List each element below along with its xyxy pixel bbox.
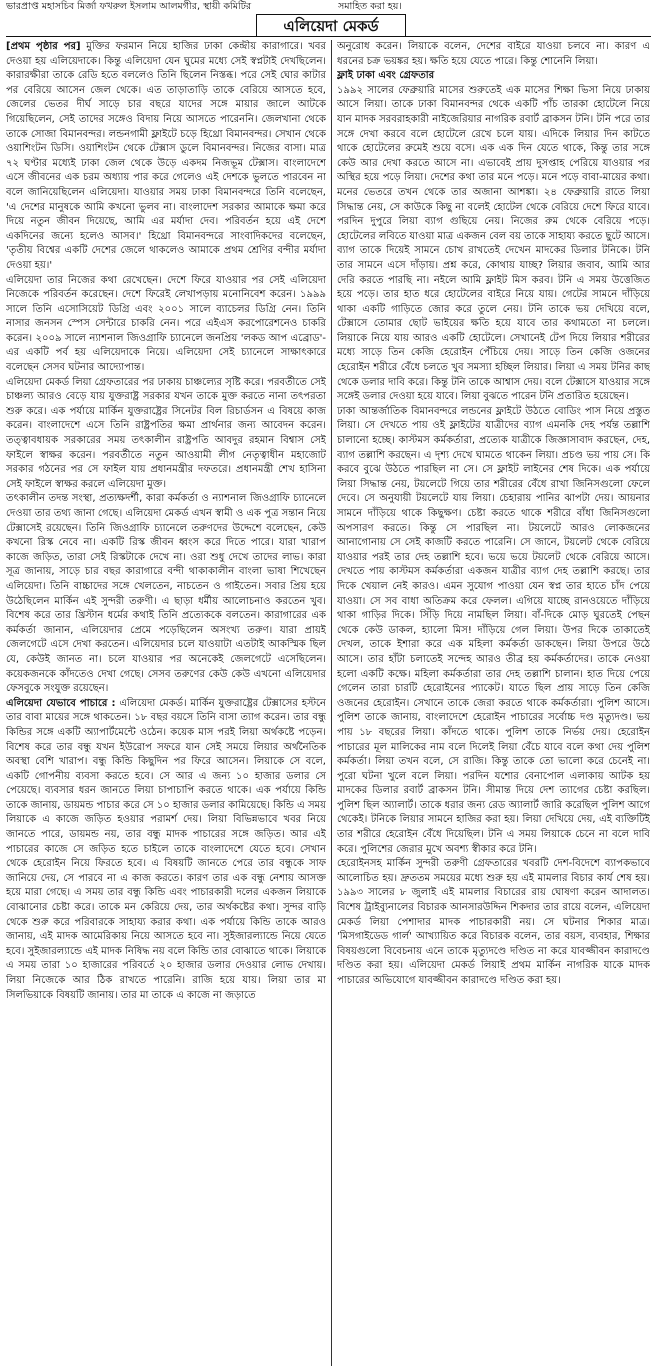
left-paragraph-5-text: এলিয়েদা মেকর্ড। মার্কিন যুক্তরাষ্ট্রের টেক্সাসের হস্টনে তার বাবা মায়ের সঙ্গে থাকতেন। ১৮ বছর বয়সে তিনি বাসা ত্যাগ করেন। তার বন্ধু কিন্ডির সঙ্গে একটি অ্যাপার্টমেন্টে ওঠেন। কয়েক মাস পরই লিয়া অর্থকষ্টে পড়েন। বিশেষ করে তার বন্ধু যখন ইউরোপ সফরে যান সেই সময়ে লিয়ার অর্থনৈতিক অবস্থা বেশি খারাপ। বন্ধু কিন্ডি কিছুদিন পর ফিরে আসেন। লিয়াকে সে বলে, একটি গোপনীয় ব্যবসা করতে হবে। সে আর এ জন্য ১০ হাজার ডলার সে পেয়েছে। ব্যবসার ধরন জানতে লিয়া চাপাচাপি করতে থাকে। এক পর্যায়ে কিন্ডি তাকে জানায়, ডায়মন্ড পাচার করে সে ১০ হাজার ডলার কামিয়েছে। কিন্ডি এ সময় লিয়াকে এ কাজে জড়িত হওয়ার পরামর্শ দেয়। লিয়া বিভিন্নভাবে খবর নিয়ে জানতে পারে, ডায়মন্ড নয়, তার বন্ধু মাদক পাচারের সঙ্গে জড়িত। আর এই পাচারের কাজে সে জড়িত হতে চাইলে তাকে বাংলাদেশে যেতে হবে। সেখান থেকে হেরোইন নিয়ে ফিরতে হবে। এ বিষয়টি জানতে পেরে তার বন্ধুকে সাফ জানিয়ে দেয়, সে পারবে না এ কাজ করতে। কারণ তার এক বন্ধু নেশায় আসক্ত হয়ে মারা গেছে। এ সময় তার বন্ধু কিন্ডি এবং পাচারকারী দলের একজন লিয়াকে বোঝানোর চেষ্টা করে। তাকে মন কেরিয়ে দেয়, তার অর্থকষ্টের কথা। সুন্দর বাড়ি থেকে শুরু করে পরিবারকে সাহায্য করার কথা। এক পর্যায়ে কিন্ডি তাকে আরও জানায়, এই মাদক আমেরিকায় নিয়ে আসতে হবে না। সুইজারল্যান্ডে নিয়ে যেতে হবে। সুইজারল্যান্ডে এই মাদক নিষিদ্ধ নয় বলে কিন্ডি তার বোঝাতে থাকে। লিয়াকে এ সময় তারা ১০ হাজারের পরিবর্তে ২০ হাজার ডলার দেওয়ার লোভ দেখায়। লিয়া নিজেকে আর ঠিক রাখতে পারেনি। রাজি হয়ে যায়। লিয়া তার মা সিলভিয়াকে বিষয়টি জানায়। তার মা তাকে এ কাজে না জড়াতে bbox=[6, 697, 326, 1001]
left-paragraph-5 bbox=[6, 697, 326, 1003]
right-paragraph-3: ঢাকা আন্তর্জাতিক বিমানবন্দরে লন্ডনের ফ্লাইটে উঠতে বোডিং পাস নিয়ে প্রস্তুত লিয়া। সে দেখতে পায় ওই ফ্লাইটের যাত্রীদের ব্যাগ এমনকি দেহ পর্যন্ত তল্লাশি চালানো হচ্ছে। কাস্টমস কর্মকর্তারা, প্রত্যেক যাত্রীকে জিজ্ঞাসাবাদ করছেন, দেহ, ব্যাগ তল্লাশি করছেন। এ দৃশ্য দেখে ঘামতে থাকেন লিয়া। প্রচণ্ড ভয় পায় সে। কি করবে বুঝে উঠতে পারছিল না সে। সে ফ্লাইট লাইনের শেষ দিকে। এক পর্যায়ে লিয়া সিদ্ধান্ত নেয়, টয়লেটে গিয়ে তার শরীরের বেঁধে রাখা জিনিসগুলো ফেলে দেবে। সে অনুযায়ী টয়লেটে যায় লিয়া। চেহারায় পানির ঝাপটা দেয়। আয়নার সামনে দাঁড়িয়ে থাকে কিছুক্ষণ। চেষ্টা করতে থাকে শরীরে বাঁধা জিনিসগুলো অপসারণ করতে। কিন্তু সে পারছিল না। টয়লেটে আরও লোকজনের আনাগোনায় সে সেই কাজটি করতে পারেনি। সে জানে, টয়লেট থেকে বেরিয়ে যাওয়ার পরই তার দেহ তল্লাশি হবে। ভয়ে ভয়ে টয়লেট থেকে বেরিয়ে আসে। দেখতে পায় কাস্টমস কর্মকর্তারা একজন যাত্রীর ব্যাগ দেহ তল্লাশি করছে। তার দিকে খেয়াল নেই কারও। এমন সুযোগ পাওয়া যেন স্বপ্ন তার হাতে চাঁদ পেয়ে যাওয়া। সে সব বাধা অতিক্রম করে ফেলল। এগিয়ে যাচ্ছে রানওয়েতে দাঁড়িয়ে থাকা গাড়ির দিকে। সিঁড়ি দিয়ে নামছিল লিয়া। বাঁ-দিকে মোড় ঘুরতেই পেছন থেকে কেউ ডাকল, হ্যালো মিস! দাঁড়িয়ে গেল লিয়া। উপর দিকে তাকাতেই দেখল, তাকে ইশারা করে এক মহিলা কর্মকর্তা ডাকছেন। লিয়া উপরে উঠে আসে। তার হাঁটা চলাতেই সন্দেহ আরও তীব্র হয় কর্মকর্তাদের। তাকে নেওয়া হলো একটি কক্ষে। মহিলা কর্মকর্তারা তার দেহ তল্লাশি চালান। হাত দিয়ে পেয়ে গেলেন তারা চারটি হেরোইনের প্যাকেট। যাতে ছিল প্রায় সাড়ে তিন কেজি ওজনের হেরোইন। সেখানে তাকে জেরা করতে থাকে কর্মকর্তারা। পুলিশ আসে। পুলিশ তাকে জানায়, বাংলাদেশে হেরোইন পাচারের সর্বোচ্চ দণ্ড মৃত্যুদণ্ড। ভয় পায় ১৮ বছরের লিয়া। কাঁদতে থাকে। পুলিশ তাকে নির্ভয় দেয়। হেরোইন পাচারের মূল মালিকের নাম বলে দিলেই লিয়া বেঁচে যাবে বলে কথা দেয় পুলিশ কর্মকর্তা। লিয়া তখন বলে, সে রাজি। কিন্তু তাকে তো ভালো করে চেনেই না। পুরো ঘটনা খুলে বলে লিয়া। পরদিন যশোর বেনাপোল এলাকায় আটক হয় মাদকের ডিলার রবার্ট ব্রাকসন টনি। সীমান্ত দিয়ে দেশ ত্যাগের চেষ্টা করছিল। পুলিশ ছিল অ্যালার্ট। তাকে ধরার জন্য রেড অ্যালার্ট জারি করেছিল পুলিশ আগে থেকেই। টনিকে লিয়ার সামনে হাজির করা হয়। লিয়া দেখিয়ে দেয়, এই ব্যক্তিটিই তার শরীরে হেরোইন বেঁধে দিয়েছিল। টনি এ সময় লিয়াকে চেনে না বলে দাবি করে। পুলিশের জেরার মুখে অবশ্য স্বীকার করে টনি। bbox=[337, 405, 650, 855]
top-strip-right-text: সমাহিত করা হয়। bbox=[338, 1, 402, 12]
headline-rule bbox=[6, 36, 651, 37]
column-divider bbox=[331, 40, 332, 1366]
article-left-column bbox=[6, 40, 326, 1366]
left-paragraph-1-text: মুক্তির ফরমান নিয়ে হাজির ঢাকা কেন্দ্রীয় কারাগারে। খবর দেওয়া হয় এলিয়েদাকে। কিন্তু এলিয়েদা যেন ঘুমের মধ্যে সেই স্বপ্নটাই দেখছিলেন। কারারক্ষীরা তাকে রেডি হতে বললেও তিনি ছিলেন নিস্তব্ধ। পরে সেই ঘোর কাটার পর বেরিয়ে আসেন জেল থেকে। এত তাড়াতাড়ি তাকে বেরিয়ে আসতে হবে, জেলের ভেতর দীর্ঘ সাড়ে চার বছরে যাদের সঙ্গে মায়ার জালে আটকে গিয়েছিলেন, সেই তাদের সঙ্গেও বিদায় নিয়ে আসতে পারেননি। জেলখানা থেকে তাকে সোজা বিমানবন্দর। লন্ডনগামী ফ্লাইটে চড়ে হিথ্রো বিমানবন্দর। সেখান থেকে ওয়াশিংটন ডিসি। ওয়াশিংটন থেকে টেক্সাস ডুলে বিমানবন্দর। নিজের বাসা। মাত্র ৭২ ঘণ্টার মধ্যেই ঢাকা জেল থেকে উড়ে একদম নিজভূম টেক্সাস। বাংলাদেশে এসে জীবনের এক চরম অধ্যায় পার করে গেলেও এই দেশকে ভুলতে পারবেন না বলে জানিয়েছিলেন এলিয়েদা। যাওয়ার সময় ঢাকা বিমানবন্দরে তিনি বলেছেন, 'এ দেশের মানুষকে আমি কখনো ভুলব না। বাংলাদেশ সরকার আমাকে ক্ষমা করে দিয়ে নতুন জীবন দিয়েছে, আমি এর মর্যাদা দেব। পরিবর্তন হয়ে এই দেশে একদিনের জন্যে হলেও আসব।' হিথ্রো বিমানবন্দরে সাংবাদিকদের বলেছেন, 'তৃতীয় বিশ্বের একটি দেশের জেলে থাকলেও আমাকে প্রথম শ্রেণির বন্দীর মর্যাদা দেওয়া হয়।' bbox=[6, 41, 326, 271]
right-paragraph-2: ১৯৯২ সালের ফেব্রুয়ারি মাসের শুরুতেই এক মাসের শিক্ষা ভিসা নিয়ে ঢাকায় আসে লিয়া। তাকে ঢাকা বিমানবন্দর থেকে একটি পাঁচ তারকা হোটেলে নিয়ে যান মাদক সরবরাহকারী নাইজেরিয়ার নাগরিক রবার্ট ব্রাকসন টনি। টনি পরে তার সঙ্গে দেখা করবে বলে হোটেলে রেখে চলে যায়। এদিকে লিয়ার দিন কাটতে থাকে হোটেলের রুমেই শুয়ে বসে। এক এক দিন যেতে থাকে, কিন্তু তার সঙ্গে কেউ আর দেখা করতে আসে না। এভাবেই প্রায় দুসপ্তাহ পেরিয়ে যাওয়ার পর অস্থির হয়ে পড়ে লিয়া। দেশের কথা তার মনে পড়ে। মনে পড়ে বাবা-মায়ের কথা। মনের ভেতরে তখন থেকে তার অজানা আশঙ্কা। ২৪ ফেব্রুয়ারি রাতে লিয়া সিদ্ধান্ত নেয়, সে কাউকে কিছু না বলেই হোটেল থেকে বেরিয়ে দেশে ফিরে যাবে। পরদিন দুপুরে লিয়া ব্যাগ গুছিয়ে নেয়। নিজের রুম থেকে বেরিয়ে পড়ে। হোটেলের লবিতে যাওয়া মাত্র একজন বেল বয় তাকে সাহায্য করতে ছুটে আসে। ব্যাগ তাকে দিয়েই সামনে চোখ রাখতেই দেখেন মাদকের ডিলার টনিকে। টনি তার সামনে এসে দাঁড়ায়। প্রশ্ন করে, কোথায় যাচ্ছ? লিয়ার জবাব, আমি আর দেরি করতে পারছি না। নইলে আমি ফ্লাইট মিস করব। টনি এ সময় উত্তেজিত হয়ে পড়ে। তার হাত ধরে হোটেলের বাইরে নিয়ে যায়। গেটের সামনে দাঁড়িয়ে থাকা একটি গাড়িতে জোর করে তুলে নেয়। টনি তাকে ভয় দেখিয়ে বলে, টেক্সাসে তোমার ছোট ভাইয়ের ক্ষতি হয়ে যাবে তার কথামতো না চললে। লিয়াকে নিয়ে যায় আরও একটি হোটেলে। সেখানেই টেপ দিয়ে লিয়ার শরীরের মধ্যে সাড়ে তিন কেজি হেরোইন পেঁচিয়ে দেয়। সাড়ে তিন কেজি ওজনের হেরোইন শরীরে বেঁধে চলতে খুব সমস্যা হচ্ছিল লিয়ার। লিয়া এ সময় টনির কাছ থেকে ডলার দাবি করে। কিন্তু টনি তাকে আশ্বাস দেয়। বলে টেক্সাসে যাওয়ার সঙ্গে সঙ্গেই ডলার দেওয়া হয়ে যাবে। লিয়া বুঝতে পারেন টনি প্রতারিত হয়েছেন। bbox=[337, 84, 650, 403]
left-paragraph-3: এলিয়েদা মেকর্ড লিয়া গ্রেফতারের পর ঢাকায় চাঞ্চল্যের সৃষ্টি করে। পরবর্তীতে সেই চাঞ্চল্য আরও বেড়ে যায় যুক্তরাষ্ট্র সরকার যখন তাকে মুক্ত করতে নানা তৎপরতা শুরু করে। এক পর্যায়ে মার্কিন যুক্তরাষ্ট্রের সিনেটর বিল রিচার্ডসন এ বিষয়ে কাজ করেন। বাংলাদেশে এসে তিনি রাষ্ট্রপতির ক্ষমা প্রার্থনার জন্য আবেদন করেন। তত্ত্বাবধায়ক সরকারের সময় তৎকালীন রাষ্ট্রপতি আবদুর রহমান বিশ্বাস সেই ফাইলে স্বাক্ষর করেন। পরবর্তীতে নতুন আওয়ামী লীগ নেতৃত্বাধীন মহাজোট সরকার গঠনের পর সে ফাইল যায় প্রধানমন্ত্রীর দফতরে। প্রধানমন্ত্রী শেখ হাসিনা সেই ফাইলে স্বাক্ষর করলে এলিয়েদা মুক্ত। bbox=[6, 376, 326, 490]
section-subhead-arrest: ফ্লাই ঢাকা এবং গ্রেফতার bbox=[337, 70, 435, 82]
continuation-marker: [প্রথম পৃষ্ঠার পর] bbox=[6, 41, 81, 52]
top-strip bbox=[0, 0, 657, 14]
left-paragraph-1 bbox=[6, 40, 326, 274]
article-headline: এলিয়েদা মেকর্ড bbox=[256, 14, 406, 37]
left-paragraph-4: তৎকালীন তদন্ত সংস্থা, প্রত্যক্ষদর্শী, কারা কর্মকর্তা ও ন্যাশনাল জিওগ্রাফি চ্যানেলে দেওয়া তার তথ্য জানা গেছে। এলিয়েদা মেকর্ড এখন স্বামী ও এক পুত্র সন্তান নিয়ে টেক্সাসেই রয়েছেন। তিনি জিওগ্রাফি চ্যানেলে তরুণদের উদ্দেশে বলেছেন, কেউ কখনো রিস্ক নেবে না। একটি রিস্ক জীবন ধ্বংস করে দিতে পারে। যারা খারাপ কাজে জড়িত, তারা সেই রিস্কটাকে দেখে না। ওরা শুধু দেখে তাদের লাভ। কারা সূত্র জানায়, সাড়ে চার বছর কারাগারে বন্দী থাকাকালীন বাংলা ভাষা শিখেছেন এলিয়েদা। তিনি বাচ্চাদের সঙ্গে খেলতেন, নাচতেন ও গাইতেন। সবার প্রিয় হয়ে উঠেছিলেন মার্কিন এই সুন্দরী তরুণী। এ ছাড়া ধর্মীয় আলোচনাও করতেন খুব। বিশেষ করে তার খ্রিস্টান ধর্মের কথাই তিনি প্রত্যেককে বলতেন। কারাগারের এক কর্মকর্তা জানান, এলিয়েদার প্রেমে পড়েছিলেন অসংখ্য তরুণ। যারা প্রায়ই জেলগেটে এসে দেখা করতেন। এলিয়েদার চলে যাওয়াটা এতটাই আকস্মিক ছিল যে, কেউই জানত না। চলে যাওয়ার পর অনেকেই জেলগেটে এসেছিলেন। কয়েকজনকে কাঁদতেও দেখা গেছে। সেসব তরুণের কেউ কেউ এখনো এলিয়েদার ফেসবুকে সংযুক্ত রয়েছেন। bbox=[6, 493, 326, 695]
top-strip-left-text: ভারপ্রাপ্ত মহাসচিব মির্জা ফখরুল ইসলাম আলমগীর, স্থায়ী কমিটির bbox=[6, 1, 252, 12]
section-lead-smuggling: এলিয়েদা যেভাবে পাচারে : bbox=[6, 697, 116, 709]
right-paragraph-1: অনুরোধ করেন। লিয়াকে বলেন, দেশের বাইরে যাওয়া চলবে না। কারণ এ ধরনের চক্র ভয়ঙ্কর হয়। ক্ষতি হয়ে যেতে পারে। কিন্তু শোনেনি লিয়া। bbox=[337, 41, 650, 67]
right-paragraph-4: হেরোইনসহ মার্কিন সুন্দরী তরুণী গ্রেফতারের খবরটি দেশ-বিদেশে ব্যাপকভাবে আলোচিত হয়। দ্রুততম সময়ের মধ্যে শুরু হয় এই মামলার বিচার কার্য শেষ হয়। ১৯৯৩ সালের ৮ জুলাই এই মামলার বিচারের রায় ঘোষণা করেন আদালত। বিশেষ ট্রাইব্যুনালের বিচারক আনসারউদ্দিন শিকদার তার রায়ে বলেন, এলিয়েদা মেকর্ড লিয়া পেশাদার মাদক পাচারকারী নয়। সে ঘটনার শিকার মাত্র। 'মিসগাইডেড গার্ল' আখ্যায়িত করে বিচারক বলেন, তার বয়স, ব্যবহার, শিক্ষার বিষয়গুলো বিবেচনায় এনে তাকে মৃত্যুদণ্ডে দণ্ডিত না করে যাবজ্জীবন কারাদণ্ডে দণ্ডিত করা হয়। এলিয়েদা মেকর্ড লিয়াই প্রথম মার্কিন নাগরিক যাকে মাদক পাচারের অভিযোগে যাবজ্জীবন কারাদণ্ডে দণ্ডিত করা হয়। bbox=[337, 858, 650, 986]
left-paragraph-2: এলিয়েদা তার নিজের কথা রেখেছেন। দেশে ফিরে যাওয়ার পর সেই এলিয়েদা নিজেকে পরিবর্তন করেছেন। দেশে ফিরেই লেখাপড়ায় মনোনিবেশ করেন। ১৯৯৯ সালে তিনি এসোসিয়েট ডিগ্রি এবং ২০০১ সালে ব্যাচেলর ডিগ্রি নেন। তিনি নাসার জনসন স্পেস সেন্টারে চাকরি নেন। পরে এইএস করপোরেশনেও চাকরি করেন। ২০০৯ সালে ন্যাশনাল জিওগ্রাফি চ্যানেলে জনপ্রিয় 'লকড আপ এব্রোড'-এর একটি পর্ব হয় এলিয়েদাকে নিয়ে। এলিয়েদা সেই চ্যানেলে সাক্ষাৎকারে বলেছেন সেসব ঘটনার আদ্যোপান্ত। bbox=[6, 274, 326, 374]
article-right-column bbox=[337, 40, 650, 1366]
